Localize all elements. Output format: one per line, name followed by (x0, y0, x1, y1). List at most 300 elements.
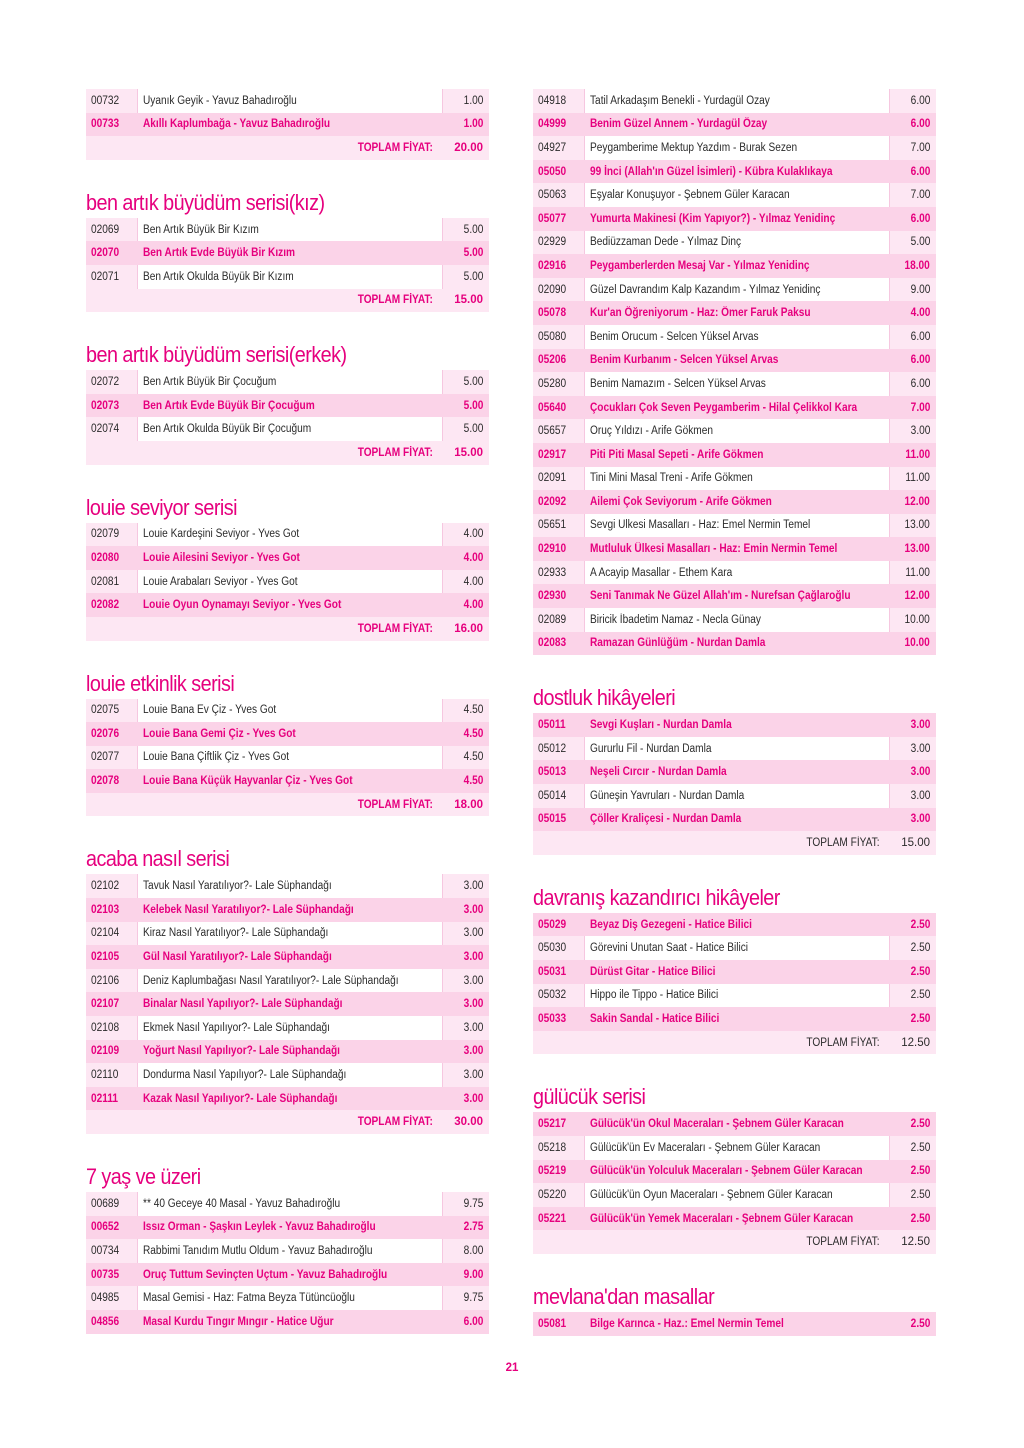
section-title: mevlana'dan masallar (533, 1283, 715, 1309)
book-price-cell (890, 1007, 936, 1031)
book-code: 02077 (91, 751, 120, 764)
book-title-cell (584, 713, 890, 737)
book-price-cell (443, 969, 489, 993)
book-title-cell (137, 218, 443, 242)
book-price: 7.00 (910, 141, 930, 154)
book-price-cell (443, 394, 489, 418)
book-code-cell (86, 992, 137, 1016)
book-code-cell (533, 254, 584, 278)
book-title: Gülücük'ün Yolculuk Maceraları - Şebnem Güler Karacan (590, 1165, 863, 1178)
book-title-cell (137, 992, 443, 1016)
book-code-cell (533, 419, 584, 443)
book-code: 05078 (538, 307, 567, 320)
book-code: 04856 (91, 1315, 120, 1328)
book-title-cell (584, 514, 890, 538)
book-title-cell (137, 1087, 443, 1111)
book-row (86, 370, 489, 394)
book-price: 9.75 (463, 1292, 483, 1305)
book-title-cell (584, 960, 890, 984)
book-price: 2.50 (910, 1141, 930, 1154)
book-row (86, 1286, 489, 1310)
book-code: 02929 (538, 236, 567, 249)
book-price: 2.50 (910, 965, 930, 978)
book-price: 10.00 (904, 637, 930, 650)
book-title-cell (137, 1239, 443, 1263)
catalog-section (86, 89, 489, 160)
book-code-cell (86, 1192, 137, 1216)
section-title: ben artık büyüdüm serisi(kız) (86, 189, 325, 215)
book-code: 02110 (91, 1069, 119, 1082)
book-code: 05014 (538, 789, 567, 802)
book-title-cell (137, 370, 443, 394)
book-row (86, 874, 489, 898)
book-title-cell (137, 746, 443, 770)
book-price-cell (443, 370, 489, 394)
book-table (86, 699, 489, 817)
book-row (86, 417, 489, 441)
book-code-cell (86, 699, 137, 723)
total-value: 30.00 (454, 1116, 483, 1129)
book-title: Biricik İbadetim Namaz - Necla Günay (590, 613, 761, 626)
book-row (86, 1239, 489, 1263)
book-code: 02092 (538, 495, 567, 508)
book-price: 2.50 (910, 1165, 930, 1178)
book-row (86, 113, 489, 137)
book-price-cell (890, 467, 936, 491)
book-code-cell (86, 746, 137, 770)
book-title-cell (137, 113, 443, 137)
book-title-cell (584, 89, 890, 113)
book-price: 3.00 (910, 742, 930, 755)
book-code-cell (86, 417, 137, 441)
page-number: 21 (505, 1362, 519, 1374)
book-code: 02069 (91, 223, 120, 236)
book-row (86, 922, 489, 946)
book-title: Louie Bana Çiftlik Çiz - Yves Got (143, 751, 290, 764)
book-code: 05015 (538, 813, 567, 826)
book-title: Benim Güzel Annem - Yurdagül Özay (590, 118, 768, 131)
book-title: Sevgi Ülkesi Masalları - Haz: Emel Nermin Temel (590, 519, 811, 532)
book-title: Gül Nasıl Yaratılıyor?- Lale Süphandağı (143, 951, 332, 964)
book-title-cell (584, 1136, 890, 1160)
book-code-cell (86, 593, 137, 617)
book-code-cell (533, 278, 584, 302)
book-code: 02917 (538, 448, 567, 461)
book-title-cell (584, 160, 890, 184)
book-price: 4.50 (463, 727, 483, 740)
book-code: 02075 (91, 704, 120, 717)
book-code-cell (533, 1160, 584, 1184)
catalog-section (533, 1083, 936, 1254)
book-code: 00735 (91, 1268, 120, 1281)
book-row (533, 784, 936, 808)
book-price-cell (890, 372, 936, 396)
book-code: 04918 (538, 94, 567, 107)
book-price: 2.50 (910, 989, 930, 1002)
book-price-cell (890, 396, 936, 420)
book-title: Peygamberime Mektup Yazdım - Burak Sezen (590, 141, 798, 154)
book-price-cell (443, 417, 489, 441)
book-price: 6.00 (910, 330, 930, 343)
book-row (533, 1007, 936, 1031)
book-code-cell (533, 467, 584, 491)
book-code: 05657 (538, 425, 567, 438)
book-title-cell (137, 1286, 443, 1310)
book-title-cell (137, 769, 443, 793)
book-code-cell (533, 301, 584, 325)
book-title-cell (584, 136, 890, 160)
book-price: 4.00 (463, 575, 483, 588)
book-code: 02083 (538, 637, 567, 650)
book-code: 02105 (91, 951, 120, 964)
book-price-cell (443, 546, 489, 570)
catalog-section (86, 189, 489, 312)
book-title: Neşeli Cırcır - Nurdan Damla (590, 766, 727, 779)
book-table (86, 1192, 489, 1334)
book-row (533, 737, 936, 761)
book-code: 05080 (538, 330, 567, 343)
book-title: ** 40 Geceye 40 Masal - Yavuz Bahadıroğlu (143, 1197, 341, 1210)
book-title: Ben Artık Okulda Büyük Bir Çocuğum (143, 423, 312, 436)
book-price-cell (890, 514, 936, 538)
book-code-cell (533, 960, 584, 984)
book-code: 02104 (91, 927, 120, 940)
book-price: 2.50 (910, 1118, 930, 1131)
book-price-cell (890, 301, 936, 325)
book-title: Ben Artık Evde Büyük Bir Kızım (143, 247, 296, 260)
book-code-cell (533, 984, 584, 1008)
book-price-cell (443, 1040, 489, 1064)
book-price: 3.00 (910, 719, 930, 732)
book-price-cell (890, 207, 936, 231)
total-label: TOPLAM FİYAT: (357, 294, 433, 307)
book-code-cell (86, 945, 137, 969)
book-price: 4.50 (463, 775, 483, 788)
book-title-cell (584, 1112, 890, 1136)
book-code-cell (86, 1087, 137, 1111)
book-code-cell (86, 769, 137, 793)
book-price-cell (890, 760, 936, 784)
book-title: Tatil Arkadaşım Benekli - Yurdagül Özay (590, 94, 770, 107)
book-title-cell (584, 231, 890, 255)
book-price-cell (890, 1312, 936, 1336)
book-code: 05011 (538, 719, 566, 732)
book-row (533, 1207, 936, 1231)
book-price: 5.00 (463, 247, 483, 260)
section-title: dostluk hikâyeleri (533, 685, 676, 711)
book-title-cell (584, 913, 890, 937)
book-price: 6.00 (910, 94, 930, 107)
book-title-cell (584, 278, 890, 302)
book-title: Ben Artık Evde Büyük Bir Çocuğum (143, 399, 315, 412)
book-price-cell (443, 593, 489, 617)
book-title-cell (584, 396, 890, 420)
book-code-cell (533, 207, 584, 231)
book-code: 02111 (91, 1092, 119, 1105)
book-code-cell (86, 1263, 137, 1287)
book-code-cell (533, 713, 584, 737)
book-row (86, 746, 489, 770)
book-code-cell (533, 1312, 584, 1336)
book-code-cell (86, 874, 137, 898)
book-price: 3.00 (463, 974, 483, 987)
book-row (86, 1216, 489, 1240)
book-row (533, 984, 936, 1008)
section-title: ben artık büyüdüm serisi(erkek) (86, 342, 347, 368)
book-code: 02090 (538, 283, 567, 296)
book-title: Ben Artık Büyük Bir Çocuğum (143, 375, 277, 388)
book-price-cell (890, 584, 936, 608)
book-row (533, 1112, 936, 1136)
total-value: 15.00 (454, 446, 483, 459)
book-row (86, 1063, 489, 1087)
book-title: Louie Bana Ev Çiz - Yves Got (143, 704, 277, 717)
book-row (86, 218, 489, 242)
book-price-cell (443, 113, 489, 137)
book-title-cell (137, 394, 443, 418)
book-title: Peygamberlerden Mesaj Var - Yılmaz Yenidinç (590, 259, 810, 272)
book-title-cell (584, 537, 890, 561)
book-code: 05217 (538, 1118, 567, 1131)
book-title: Bilge Karınca - Haz.: Emel Nermin Temel (590, 1317, 784, 1330)
book-code-cell (86, 898, 137, 922)
book-price-cell (443, 1016, 489, 1040)
book-row (86, 241, 489, 265)
book-code-cell (86, 1286, 137, 1310)
book-title-cell (584, 584, 890, 608)
book-code-cell (533, 160, 584, 184)
book-price: 6.00 (463, 1315, 483, 1328)
book-price: 11.00 (905, 448, 930, 461)
book-title: Masal Gemisi - Haz: Fatma Beyza Tütüncüoğlu (143, 1292, 355, 1305)
book-code-cell (86, 722, 137, 746)
book-code: 02074 (91, 423, 120, 436)
total-row (533, 831, 936, 855)
book-price: 3.00 (910, 766, 930, 779)
book-price-cell (890, 561, 936, 585)
book-row (533, 183, 936, 207)
book-code-cell (533, 784, 584, 808)
book-row (533, 1160, 936, 1184)
book-code: 02107 (91, 998, 120, 1011)
book-code-cell (86, 241, 137, 265)
book-price-cell (890, 1207, 936, 1231)
book-code: 02080 (91, 551, 120, 564)
book-code: 02091 (538, 472, 567, 485)
right-column (533, 89, 936, 1336)
section-title: louie seviyor serisi (86, 494, 237, 520)
book-title: Güneşin Yavruları - Nurdan Damla (590, 789, 745, 802)
book-title-cell (137, 265, 443, 289)
book-price-cell (890, 713, 936, 737)
book-price: 3.00 (463, 998, 483, 1011)
book-title: Hippo ile Tippo - Hatice Bilici (590, 989, 719, 1002)
book-row (533, 514, 936, 538)
book-price: 3.00 (910, 813, 930, 826)
book-code-cell (86, 1216, 137, 1240)
book-title: Benim Namazım - Selcen Yüksel Arvas (590, 377, 766, 390)
book-price: 5.00 (463, 423, 483, 436)
book-title-cell (137, 1040, 443, 1064)
book-code-cell (533, 113, 584, 137)
book-price: 4.00 (463, 599, 483, 612)
book-title: Oruç Yıldızı - Arife Gökmen (590, 425, 713, 438)
book-code: 02933 (538, 566, 567, 579)
book-row (86, 969, 489, 993)
book-row (86, 1310, 489, 1334)
book-price-cell (443, 1239, 489, 1263)
book-row (533, 325, 936, 349)
book-title-cell (137, 922, 443, 946)
book-title-cell (137, 699, 443, 723)
book-row (533, 537, 936, 561)
book-row (86, 1040, 489, 1064)
book-price-cell (890, 349, 936, 373)
book-price: 6.00 (910, 354, 930, 367)
book-title: Mutluluk Ülkesi Masalları - Haz: Emin Nermin Temel (590, 543, 838, 556)
book-title: Louie Bana Küçük Hayvanlar Çiz - Yves Got (143, 775, 353, 788)
book-title-cell (584, 301, 890, 325)
total-row (86, 136, 489, 160)
book-price: 3.00 (910, 425, 930, 438)
book-title: Bediüzzaman Dede - Yılmaz Dinç (590, 236, 742, 249)
book-code: 00732 (91, 94, 120, 107)
book-price-cell (443, 722, 489, 746)
book-title: Uyanık Geyik - Yavuz Bahadıroğlu (143, 94, 297, 107)
book-title-cell (137, 969, 443, 993)
book-price: 5.00 (910, 236, 930, 249)
book-price-cell (890, 936, 936, 960)
total-value: 12.50 (901, 1236, 930, 1249)
book-row (86, 898, 489, 922)
book-price-cell (443, 898, 489, 922)
total-value: 12.50 (901, 1036, 930, 1049)
book-row (533, 1312, 936, 1336)
book-code: 05029 (538, 918, 567, 931)
book-row (533, 136, 936, 160)
book-title-cell (137, 546, 443, 570)
book-code-cell (86, 546, 137, 570)
section-title: louie etkinlik serisi (86, 670, 235, 696)
book-price: 4.00 (463, 551, 483, 564)
book-price-cell (443, 570, 489, 594)
book-code: 02910 (538, 543, 567, 556)
book-price-cell (443, 1063, 489, 1087)
book-price: 2.50 (910, 1212, 930, 1225)
book-code: 04927 (538, 141, 567, 154)
book-price-cell (890, 1183, 936, 1207)
book-title: Gülücük'ün Yemek Maceraları - Şebnem Güler Karacan (590, 1212, 854, 1225)
book-row (533, 1136, 936, 1160)
book-price: 3.00 (910, 789, 930, 802)
book-row (86, 722, 489, 746)
total-value: 16.00 (454, 622, 483, 635)
section-title: gülücük serisi (533, 1084, 646, 1110)
book-title-cell (584, 1312, 890, 1336)
book-price-cell (443, 769, 489, 793)
catalog-section (86, 670, 489, 817)
book-price: 5.00 (463, 270, 483, 283)
book-price: 4.50 (463, 704, 483, 717)
book-title: Akıllı Kaplumbağa - Yavuz Bahadıroğlu (143, 118, 331, 131)
book-price-cell (890, 784, 936, 808)
book-price-cell (443, 1310, 489, 1334)
book-price: 6.00 (910, 118, 930, 131)
book-price-cell (890, 737, 936, 761)
total-value: 18.00 (454, 798, 483, 811)
book-title-cell (584, 737, 890, 761)
book-price: 3.00 (463, 880, 483, 893)
book-row (533, 1183, 936, 1207)
book-title-cell (584, 325, 890, 349)
book-price: 7.00 (910, 189, 930, 202)
book-code-cell (533, 231, 584, 255)
book-price-cell (890, 231, 936, 255)
book-code-cell (533, 89, 584, 113)
book-row (533, 490, 936, 514)
book-code: 05050 (538, 165, 567, 178)
left-column (86, 89, 489, 1334)
book-code: 02103 (91, 903, 120, 916)
book-price-cell (890, 325, 936, 349)
book-title-cell (137, 523, 443, 547)
book-title-cell (584, 632, 890, 656)
book-title: Binalar Nasıl Yapılıyor?- Lale Süphandağı (143, 998, 343, 1011)
book-title-cell (137, 898, 443, 922)
book-title: Kur'an Öğreniyorum - Haz: Ömer Faruk Paksu (590, 307, 811, 320)
book-title-cell (137, 1263, 443, 1287)
book-price-cell (890, 278, 936, 302)
book-price-cell (443, 1286, 489, 1310)
book-code: 00652 (91, 1221, 120, 1234)
book-row (86, 769, 489, 793)
book-title-cell (584, 490, 890, 514)
book-price: 11.00 (905, 472, 930, 485)
book-code: 02079 (91, 528, 120, 541)
book-price: 3.00 (463, 1045, 483, 1058)
book-price: 2.50 (910, 942, 930, 955)
book-title: Louie Bana Gemi Çiz - Yves Got (143, 727, 296, 740)
book-title: Deniz Kaplumbağası Nasıl Yaratılıyor?- Lale Süphandağı (143, 974, 399, 987)
book-table (86, 370, 489, 464)
book-title: Louie Oyun Oynamayı Seviyor - Yves Got (143, 599, 342, 612)
book-title-cell (584, 808, 890, 832)
book-code: 05081 (538, 1317, 567, 1330)
book-row (533, 207, 936, 231)
book-title: Oruç Tuttum Sevinçten Uçtum - Yavuz Bahadıroğlu (143, 1268, 388, 1281)
book-title-cell (137, 241, 443, 265)
book-row (533, 608, 936, 632)
book-price: 3.00 (463, 1092, 483, 1105)
book-code: 02081 (91, 575, 120, 588)
book-row (533, 160, 936, 184)
book-table (533, 1112, 936, 1254)
book-code: 00733 (91, 118, 120, 131)
book-price: 10.00 (904, 613, 930, 626)
book-title: Yumurta Makinesi (Kim Yapıyor?) - Yılmaz Yenidinç (590, 212, 836, 225)
book-price-cell (890, 1112, 936, 1136)
book-row (533, 113, 936, 137)
book-code-cell (533, 372, 584, 396)
total-label: TOPLAM FİYAT: (357, 446, 433, 459)
book-title: 99 İnci (Allah'ın Güzel İsimleri) - Kübra Kulaklıkaya (590, 165, 833, 178)
book-price: 6.00 (910, 165, 930, 178)
book-title-cell (137, 417, 443, 441)
book-title: Kiraz Nasıl Yaratılıyor?- Lale Süphandağı (143, 927, 329, 940)
book-row (533, 584, 936, 608)
total-label: TOPLAM FİYAT: (357, 622, 433, 635)
book-price: 18.00 (904, 259, 930, 272)
